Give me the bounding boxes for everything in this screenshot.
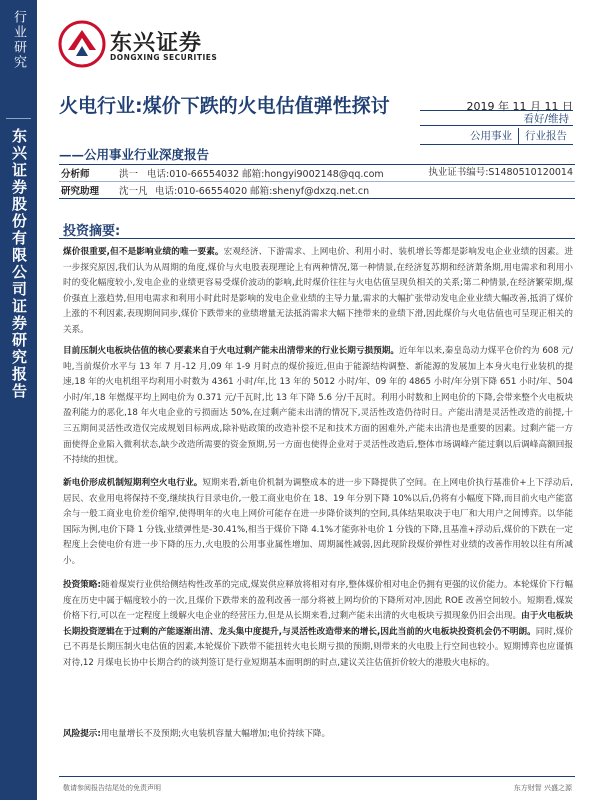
tag-sector: 公用事业 (470, 130, 512, 142)
analyst-cert: 执业证书编号:S1480510120014 (428, 167, 573, 178)
analyst-row (59, 165, 575, 181)
abstract-heading: 投资摘要: (63, 224, 121, 239)
paragraph-3 (63, 476, 573, 570)
paragraph-4-lead: 投资策略: (63, 580, 101, 590)
sidebar-category: 行业研究 (11, 10, 26, 70)
analyst-name: 洪一 (119, 169, 139, 180)
paragraph-1-body: 宏观经济、下游需求、上网电价、利用小时、装机增长等都是影响发电企业业绩的因素。进一步探究原因,我们认为从周期的角度,煤价与火电股表现理论上有两种情况,第一种情景,在经济复苏期和经济萧条期,用电需求和利用小时的变化幅度较小,发电企业的业绩更容易受煤价波动的影响,此时煤价往往与火电估值呈现负相关的关系;第二种情景,在经济繁荣期,煤价强直上涨趋势,但用电需求和利用小时此时是影响的发电企业业绩的主导力量,需求的大幅扩张带动发电企业业绩大幅改善,抵消了煤价上涨的不利因素,表现期间同步,煤价下跌带来的业绩增量无法抵消需求大幅下挫带来的业绩下滑,因此煤价与火电估值也可呈现正相关的关系。 (63, 247, 573, 335)
logo-name-cn: 东兴证券 (110, 31, 203, 56)
paragraph-4-body: 随着煤炭行业供给侧结构性改革的完成,煤炭供应释放将相对有序,整体煤价相对电企仍拥有更强的议价能力。本轮煤价下行幅度在历史中属于幅度较小的一次,且煤价下跌带来的盈利改善一部分将被上网均价的下降所对冲,因此 ROE 改善空间较小。短期看,煤炭价格下行,可以在一定程度上缓解火电企业的经营压力,但是从长期来看,过剩产能未出清的火电板块亏损现象仍旧会出现。 (63, 580, 574, 622)
sidebar-company: 东兴证券股份有限公司证券研究报告 (10, 128, 28, 400)
paragraph-4-emphasis: 由于火电板块长期投资逻辑在于过剩的产能逐渐出清、龙头集中度提升,与灵活性改造带来的增长,因此当前的火电板块投资机会仍不明朗。 (63, 611, 573, 637)
sidebar (0, 0, 37, 800)
paragraph-1-lead: 煤价很重要,但不是影响业绩的唯一要素。 (63, 247, 224, 257)
footer-rule (59, 776, 575, 777)
paragraph-2-body: 近年年以来,秦皇岛动力煤平仓价约为 608 元/吨,当前煤价水平与 13 年 7 月-12 月,09 年 1-9 月时点的煤价接近,但由于能源结构调整、新能源的发展加上本身火电行业装机的提速,18 年的火电机组平均利用小时数为 4361 小时/年,比 13 年的 5012 小时/年、09 年的 4865 小时/年分别下降 651 小时/年、504 小时/年,18 年燃煤平均上网电价为 0.371 元/千瓦时,比 13 年下降 5.6 分/千瓦时。利用小时数和上网电价的下降,会带来整个火电板块盈利能力的恶化,18 年火电企业的亏损面达 50%,在过剩产能未出清的情况下,灵活性改造仍待时日。产能出清是灵活性改造的前提,十三五期间灵活性改造仅完成规划目标两成,除补贴政策的改造补偿不足和技术方面的困难外,产能未出清也是重要的因素。过剩产能一方面使得企业陷入微利状态,缺少改造所需要的资金预期,另一方面也使得企业对于灵活性改造后,整体市场调峰产能过剩以后调峰高额回报不持续的担忧。 (63, 346, 573, 466)
assistant-contact: 电话:010-66554020 邮箱:shenyf@dxzq.net.cn (155, 186, 370, 197)
paragraph-5 (63, 727, 573, 743)
analyst-contact: 电话:010-66554032 邮箱:hongyi9002148@qq.com (147, 169, 384, 180)
paragraph-4-tail: 同时,煤价已不再是长期压制火电估值的因素,本轮煤价下跌带不能扭转火电长期亏损的预期,则带来的火电股上行空间也较小。短期博弈也应谨慎对待,12 月煤电长协中长期合约的谈判签订是行业短期基本面明朗的时点,建议关注估值折价较大的港股火电标的。 (63, 626, 573, 668)
assistant-role: 研究助理 (61, 186, 100, 197)
dongxing-logo-icon (58, 20, 106, 68)
paragraph-2 (63, 344, 573, 469)
assistant-name: 沈一凡 (119, 186, 148, 197)
analyst-role: 分析师 (61, 169, 90, 180)
assistant-row (59, 182, 575, 198)
footer-disclaimer: 敬请参阅报告结尾处的免责声明 (63, 784, 161, 792)
logo-name-en: DONGXING SECURITIES (110, 53, 218, 62)
paragraph-1 (63, 245, 573, 339)
footer-slogan: 东方财智 兴盛之源 (513, 784, 572, 792)
report-tags (420, 128, 573, 145)
report-subtitle: ——公用事业行业深度报告 (59, 147, 210, 162)
paragraph-2-lead: 目前压制火电板块估值的核心要素来自于火电过剩产能未出清带来的行业长期亏损预期。 (63, 346, 399, 356)
abstract-rule (59, 238, 575, 239)
report-title: 火电行业:煤价下跌的火电估值弹性探讨 (59, 95, 390, 117)
rating-label: 看好/维持 (523, 113, 569, 125)
sidebar-divider (6, 118, 31, 119)
paragraph-5-lead: 风险提示: (63, 729, 101, 739)
paragraph-5-body: 用电量增长不及预期;火电装机容量大幅增加;电价持续下降。 (100, 729, 331, 739)
paragraph-3-lead: 新电价形成机制短期利空火电行业。 (63, 478, 203, 488)
report-date: 2019 年 11 月 11 日 (466, 100, 573, 113)
rating-box (420, 110, 573, 126)
info-rule-bottom (59, 198, 575, 199)
tag-type: 行业报告 (518, 128, 573, 144)
paragraph-3-body: 短期来看,新电价机制为调整成本的进一步下降提供了空间。在上网电价执行基准价+上下浮动后,居民、农业用电将保持不变,继续执行目录电价,一般工商业电价在 18、19 年分别下降 10%以后,仍将有小幅度下降,而目前火电产能富余与一般工商业电价差价缩窄,使得明年的火电上网价可能存在进一步降价谈判的空间,具体结果取决于电厂和大用户之间博弈。以华能国际为例,电价下降 1 分钱,业绩弹性是-30.41%,相当于煤价下降 4.1%才能弥补电价 1 分钱的下降,且基准+浮动后,煤价的下跌在一定程度上会使电价有进一步下降的压力,火电股的公用事业属性增加、周期属性减弱,因此现阶段煤价弹性对业绩的改善作用较以往有所减小。 (63, 478, 573, 566)
paragraph-4 (63, 578, 573, 672)
company-logo (58, 20, 258, 70)
